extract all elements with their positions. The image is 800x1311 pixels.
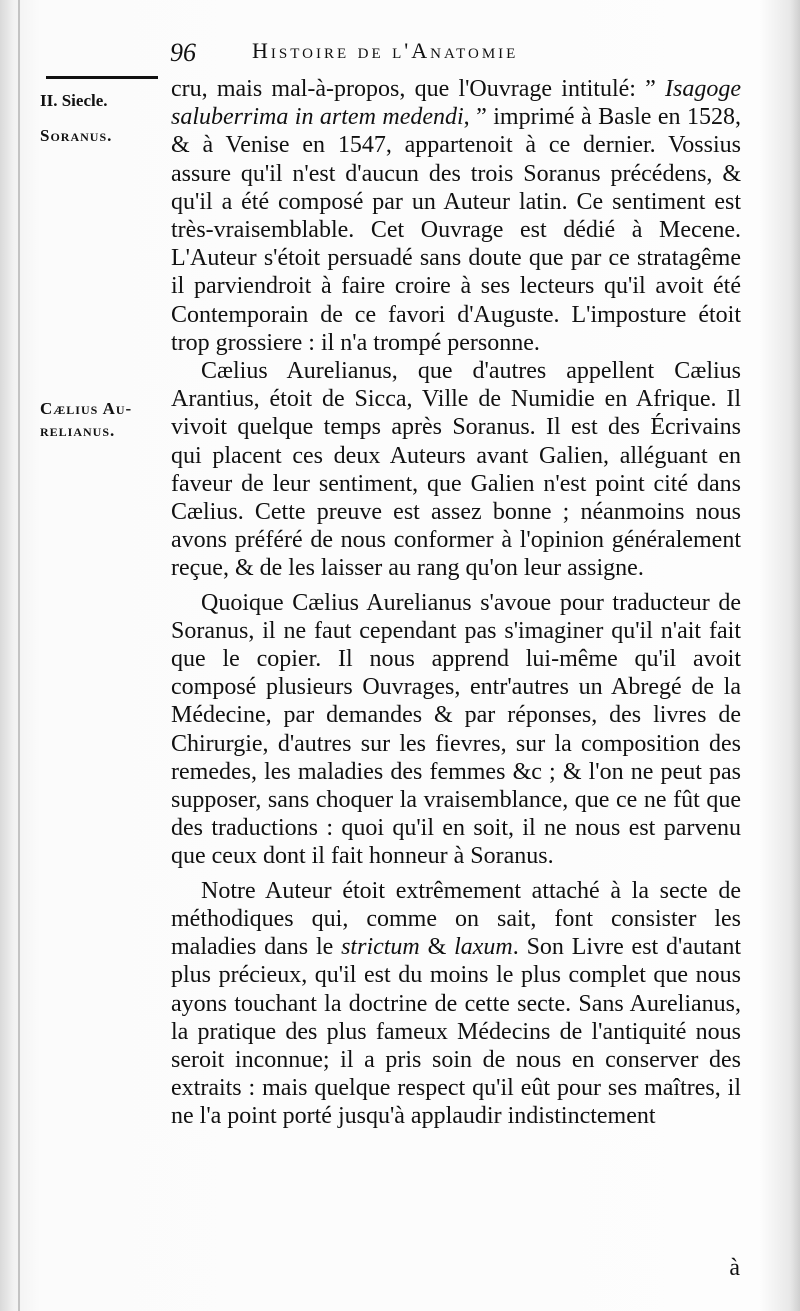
text-run: & [419, 934, 455, 961]
catchword: à [729, 1255, 740, 1281]
text-run: , ” imprimé à Basle en 1528, & à Venise en 1547, appartenoit à ce dernier. Vossius assure qu'il n'est d'aucun des trois Soranus précédens, & qu'il a été composé par un Auteur latin. Ce sentiment est très-vraisemblable. Cet Ouvrage est dédié à Mecene. L'Auteur s'étoit persuadé sans doute que par ce stratagême il parviendroit à faire croire à ses lecteurs qu'il avoit été Contemporain de ce favori d'Auguste. L'imposture étoit trop grossiere : il n'a trompé personne. [171, 104, 741, 356]
paragraph-caelius-intro: Cælius Aurelianus, que d'autres appellent Cælius Arantius, étoit de Sicca, Ville de Numidie en Afrique. Il vivoit quelque temps après Soranus. Il est des Écrivains qui placent ces deux Auteurs avant Galien, alléguant en faveur de leur sentiment, que Galien n'est point cité dans Cælius. Cette preuve est assez bonne ; néanmoins nous avons préféré de nous conformer à l'opinion généralement reçue, & de les laisser au rang qu'on leur assigne. [171, 358, 741, 582]
margin-note-caelius-2: relianus. [40, 421, 116, 440]
latin-term-italic: strictum [341, 934, 420, 961]
text-run: . Son Livre est d'autant plus précieux, qu'il est du moins le plus complet que nous ayons touchant la doctrine de cette secte. Sans Aurelianus, la pratique des plus fameux Médecins de l'antiquité nous seroit inconnue; il a pris soin de nous en conserver des extraits : mais quelque respect qu'il eût pour ses maîtres, il ne l'a point porté jusqu'à applaudir indistinctement [171, 934, 741, 1130]
body-text [171, 75, 741, 1131]
margin-rule [46, 76, 158, 79]
page-edge-shadow [18, 0, 20, 1311]
book-title-italic: Isagoge saluberrima in artem medendi [171, 76, 741, 131]
margin-note-soranus: Soranus. [40, 126, 113, 145]
paragraph-soranus-continued [171, 75, 741, 357]
paragraph-methodic-sect [171, 877, 741, 1131]
margin-note-century: II. Siecle. [40, 91, 108, 110]
text-run: Notre Auteur étoit extrêmement attaché à la secte de méthodiques qui, comme on sait, font consister les maladies dans le [171, 877, 741, 961]
text-run: cru, mais mal-à-propos, que l'Ouvrage intitulé: ” [171, 76, 666, 102]
latin-term-italic: laxum [454, 934, 513, 961]
paragraph-caelius-works: Quoique Cælius Aurelianus s'avoue pour traducteur de Soranus, il ne faut cependant pas s'imaginer qu'il n'ait fait que le copier. Il nous apprend lui-même qu'il avoit composé plusieurs Ouvrages, entr'autres un Abregé de la Médecine, par demandes & par réponses, des livres de Chirurgie, d'autres sur les fievres, sur la composition des remedes, les maladies des femmes &c ; & l'on ne peut pas supposer, sans choquer la vraisemblance, que ce ne fût que des traductions : quoi qu'il en soit, il ne nous est parvenu que ceux dont il fait honneur à Soranus. [171, 589, 741, 870]
margin-note-caelius-1: Cælius Au- [40, 399, 133, 418]
running-title: Histoire de l'Anatomie [252, 38, 519, 63]
page-number: 96 [170, 38, 196, 67]
